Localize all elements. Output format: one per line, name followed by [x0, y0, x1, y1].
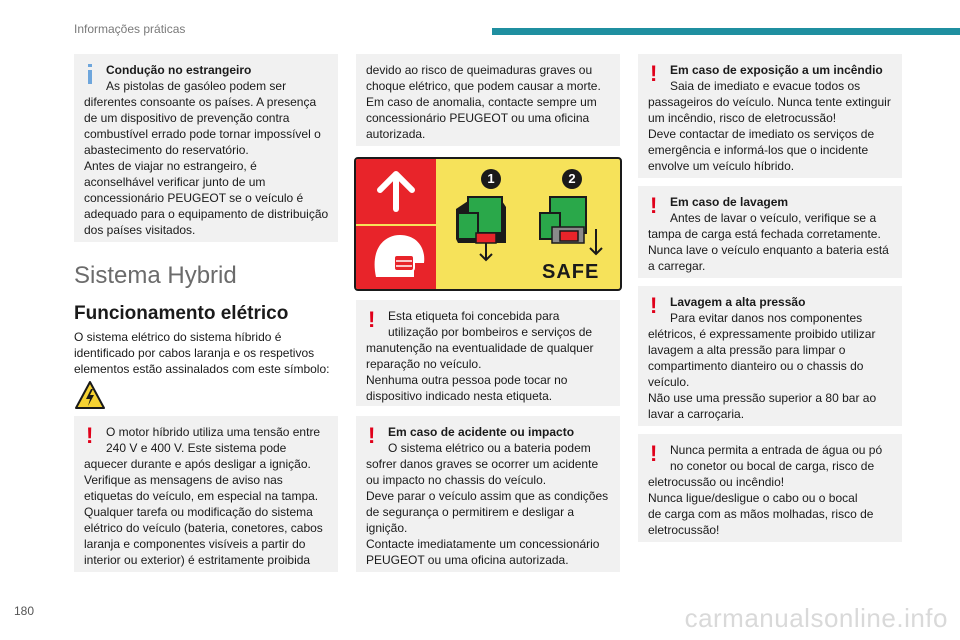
intro-paragraph: O sistema elétrico do sistema híbrido é identificado por cabos laranja e os respetivos elementos estão assinalados com este símbolo: [74, 330, 330, 376]
label-info-box: ! Esta etiqueta foi concebida para utilização por bombeiros e serviços de manutenção na eventualidade de qualquer reparação no veículo. Nenhuma outra pessoa pode tocar no dispositivo indicado nesta etiqueta. [356, 300, 620, 406]
warning-icon: ! [368, 423, 376, 448]
header-accent-bar [492, 28, 960, 35]
fire-box-title: Em caso de exposição a um incêndio [670, 63, 883, 77]
warning-icon: ! [650, 193, 658, 218]
battery-disconnect-device-1 [456, 197, 506, 260]
section-title: Sistema Hybrid [74, 262, 237, 289]
battery-disconnect-device-2 [540, 197, 602, 254]
warning-icon: ! [650, 293, 658, 318]
wash-box-title: Em caso de lavagem [670, 195, 789, 209]
accident-warning-box: ! Em caso de acidente ou impacto O sistema elétrico ou a bateria podem sofrer danos graves se ocorrer um acidente ou impacto no chassis do veículo. Deve parar o veículo assim que as condições de segurança o permitirem e desligar a ignição. Contacte imediatamente um concessionário PEUGEOT ou uma oficina autorizada. [356, 416, 620, 572]
firefighter-safety-label [354, 157, 622, 291]
pressure-box-title: Lavagem a alta pressão [670, 295, 806, 309]
high-voltage-icon [74, 380, 106, 410]
subsection-title: Funcionamento elétrico [74, 303, 289, 324]
warning-icon: ! [650, 441, 658, 466]
warning-box-voltage: ! O motor híbrido utiliza uma tensão entre 240 V e 400 V. Este sistema pode aquecer durante e após desligar a ignição. Verifique as mensagens de aviso nas etiquetas do veículo, em especial na tampa. Qualquer tarefa ou modificação do sistema elétrico do veículo (bateria, conetores, cabos laranja e componentes visíveis a partir do interior ou exterior) é estritamente proibida [74, 416, 338, 572]
number-2-label: 2 [568, 171, 576, 186]
warning-icon: ! [86, 423, 94, 448]
continuation-box: devido ao risco de queimaduras graves ou choque elétrico, que podem causar a morte. Em caso de anomalia, contacte sempre um concessionário PEUGEOT ou uma oficina autorizada. [356, 54, 620, 146]
page-number: 180 [14, 604, 35, 618]
warning-icon: ! [650, 61, 658, 86]
water-dust-warning-box: ! Nunca permita a entrada de água ou pó no conetor ou bocal de carga, risco de eletrocussão ou incêndio! Nunca ligue/desligue o cabo ou o bocal de carga com as mãos molhadas, risco de eletrocussão! [638, 434, 902, 542]
number-1-label: 1 [487, 171, 495, 186]
safe-label: SAFE [542, 261, 600, 283]
accident-box-title: Em caso de acidente ou impacto [388, 425, 575, 439]
info-box-abroad: Condução no estrangeiro As pistolas de gasóleo podem ser diferentes consoante os países. A presença de um dispositivo de prevenção contra combustível errado pode tornar impossível o abastecimento do reservatório. Antes de viajar no estrangeiro, é aconselhável verificar junto de um concessionário PEUGEOT se o veículo é adequado para o equipamento de distribuição dos países visitados. [74, 54, 338, 242]
header-title: Informações práticas [74, 22, 186, 36]
warning-icon: ! [368, 307, 376, 332]
info-box-title: Condução no estrangeiro [106, 63, 252, 77]
washing-warning-box: ! Em caso de lavagem Antes de lavar o veículo, verifique se a tampa de carga está fechada corretamente. Nunca lave o veículo enquanto a bateria está a carregar. [638, 186, 902, 278]
info-icon [88, 64, 92, 84]
fire-warning-box: ! Em caso de exposição a um incêndio Saia de imediato e evacue todos os passageiros do veículo. Nunca tente extinguir um incêndio, risco de eletrocussão! Deve contactar de imediato os serviços de emergência e informá-los que o incidente envolve um veículo híbrido. [638, 54, 902, 178]
watermark: carmanualsonline.info [684, 603, 948, 633]
high-pressure-warning-box: ! Lavagem a alta pressão Para evitar danos nos componentes elétricos, é expressamente proibido utilizar lavagem a alta pressão para limpar o compartimento dianteiro ou o chassis do veículo. Não use uma pressão superior a 80 bar ao lavar a carroçaria. [638, 286, 902, 426]
